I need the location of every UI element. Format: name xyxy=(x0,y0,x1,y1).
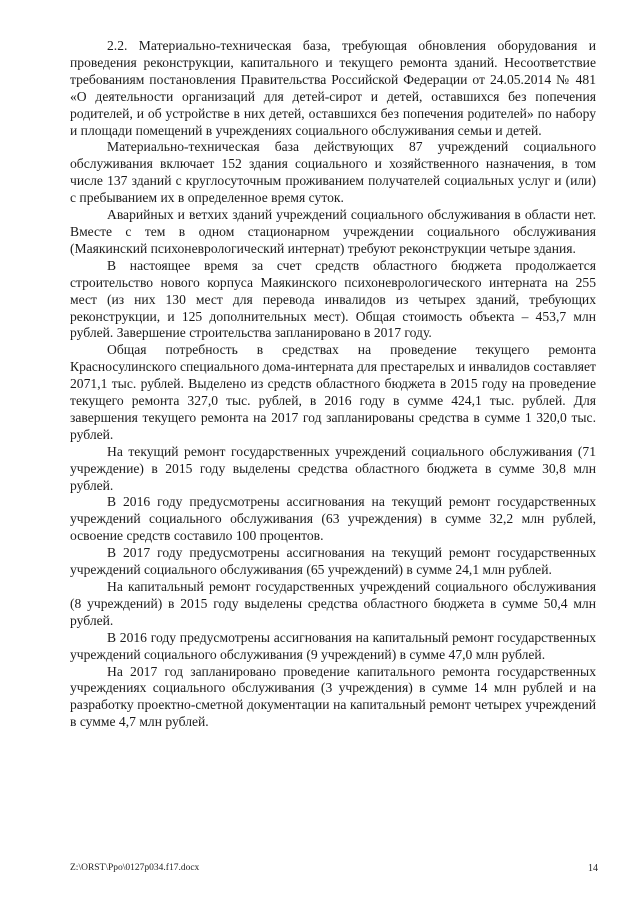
page-number: 14 xyxy=(588,863,598,874)
footer-file-path: Z:\ORST\Ppo\0127p034.f17.docx xyxy=(70,863,200,873)
paragraph-current-repair-2016: В 2016 году предусмотрены ассигнования на текущий ремонт государственных учреждений социального обслуживания (63 учреждения) в сумме 32,2 млн рублей, освоение средств составило 100 процентов. xyxy=(70,494,596,544)
paragraph-current-repair-2017: В 2017 году предусмотрены ассигнования на текущий ремонт государственных учреждений социального обслуживания (65 учреждений) в сумме 24,1 млн рублей. xyxy=(70,545,596,578)
document-body xyxy=(70,38,596,731)
paragraph-section-2-2: 2.2. Материально-техническая база, требующая обновления оборудования и проведения реконструкции, капитального и текущего ремонта зданий. Несоответствие требованиям постановления Правительства Российской Федерации от 24.05.2014 № 481 «О деятельности организаций для детей-сирот и детей, оставшихся без попечения родителей, и об устройстве в них детей, оставшихся без попечения родителей» по набору и площади помещений в учреждениях социального обслуживания семьи и детей. xyxy=(70,38,596,138)
paragraph-capital-repair-2016: В 2016 году предусмотрены ассигнования на капитальный ремонт государственных учреждений социального обслуживания (9 учреждений) в сумме 47,0 млн рублей. xyxy=(70,629,596,662)
paragraph-material-base: Материально-техническая база действующих 87 учреждений социального обслуживания включает 152 здания социального и хозяйственного назначения, в том числе 137 зданий с круглосуточным проживанием получателей социальных услуг и (или) с пребыванием их в определенное время суток. xyxy=(70,139,596,206)
paragraph-current-repair-2015: На текущий ремонт государственных учреждений социального обслуживания (71 учреждение) в 2015 году выделены средства областного бюджета в сумме 30,8 млн рублей. xyxy=(70,443,596,493)
paragraph-capital-repair-2015: На капитальный ремонт государственных учреждений социального обслуживания (8 учреждений) в 2015 году выделены средства областного бюджета в сумме 50,4 млн рублей. xyxy=(70,579,596,628)
paragraph-new-building-construction: В настоящее время за счет средств областного бюджета продолжается строительство нового корпуса Маякинского психоневрологического интерната на 255 мест (из них 130 мест для перевода инвалидов из четырех зданий, требующих реконструкции, и 125 дополнительных мест). Общая стоимость объекта – 453,7 млн рублей. Завершение строительства запланировано в 2017 году. xyxy=(70,257,596,341)
paragraph-krasnosulinsky-repair: Общая потребность в средствах на проведение текущего ремонта Красносулинского специального дома-интерната для престарелых и инвалидов составляет 2071,1 тыс. рублей. Выделено из средств областного бюджета в 2015 году на проведение текущего ремонта 327,0 тыс. рублей, в 2016 году в сумме 424,1 тыс. рублей. Для завершения текущего ремонта на 2017 год запланированы средства в сумме 1 320,0 тыс. рублей. xyxy=(70,342,596,442)
paragraph-emergency-buildings: Аварийных и ветхих зданий учреждений социального обслуживания в области нет. Вместе с тем в одном стационарном учреждении социального обслуживания (Маякинский психоневрологический интернат) требуют реконструкции четыре здания. xyxy=(70,207,596,256)
paragraph-capital-repair-2017: На 2017 год запланировано проведение капитального ремонта государственных учреждениях социального обслуживания (3 учреждения) в сумме 14 млн рублей и на разработку проектно-сметной документации на капитальный ремонт четырех учреждений в сумме 4,7 млн рублей. xyxy=(70,663,596,730)
